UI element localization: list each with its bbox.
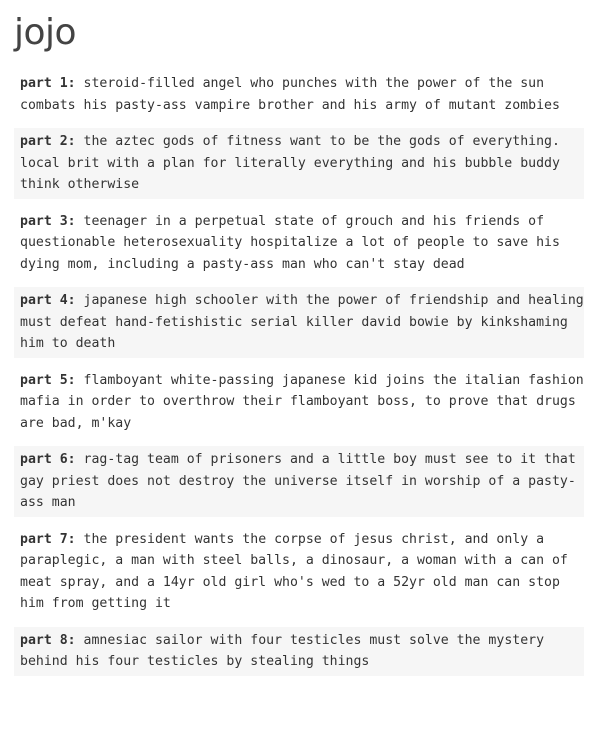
part-2-block [14, 128, 584, 199]
part-1-label: part 1: [20, 76, 76, 91]
part-6-block [14, 446, 584, 517]
part-6-label: part 6: [20, 452, 76, 467]
post-title: jojo [14, 12, 77, 53]
part-4-block [14, 287, 584, 358]
part-5-label: part 5: [20, 372, 76, 388]
part-1-block [14, 70, 584, 119]
part-8-text: amnesiac sailor with four testicles must solve the mystery behind his four testicles by stealing things [20, 632, 545, 669]
part-8-label: part 8: [20, 632, 76, 648]
part-5-block [14, 367, 584, 438]
part-6-text: rag-tag team of prisoners and a little boy must see to it that gay priest does not destroy the universe itself in worship of a pasty-ass man [20, 452, 576, 510]
part-2-label: part 2: [20, 134, 76, 149]
part-4-label: part 4: [20, 293, 76, 308]
part-5-text: flamboyant white-passing japanese kid joins the italian fashion mafia in order to overthrow their flamboyant boss, to prove that drugs are bad, m'kay [20, 372, 584, 431]
part-7-block [14, 526, 584, 618]
part-1-text: steroid-filled angel who punches with the power of the sun combats his pasty-ass vampire brother and his army of mutant zombies [20, 76, 560, 113]
part-8-block [14, 627, 584, 676]
part-7-text: the president wants the corpse of jesus christ, and only a paraplegic, a man with steel balls, a dinosaur, a woman with a can of meat spray, and a 14yr old girl who's wed to a 52yr old man can stop him from getting it [20, 531, 568, 611]
part-3-label: part 3: [20, 213, 76, 229]
parts-list [14, 70, 584, 685]
part-3-text: teenager in a perpetual state of grouch and his friends of questionable heterosexuality hospitalize a lot of people to save his dying mom, including a pasty-ass man who can't stay dead [20, 213, 560, 272]
part-2-text: the aztec gods of fitness want to be the gods of everything. local brit with a plan for literally everything and his bubble buddy think otherwise [20, 134, 560, 192]
part-3-block [14, 208, 584, 279]
part-4-text: japanese high schooler with the power of friendship and healing must defeat hand-fetishistic serial killer david bowie by kinkshaming him to death [20, 293, 584, 351]
part-7-label: part 7: [20, 531, 76, 547]
